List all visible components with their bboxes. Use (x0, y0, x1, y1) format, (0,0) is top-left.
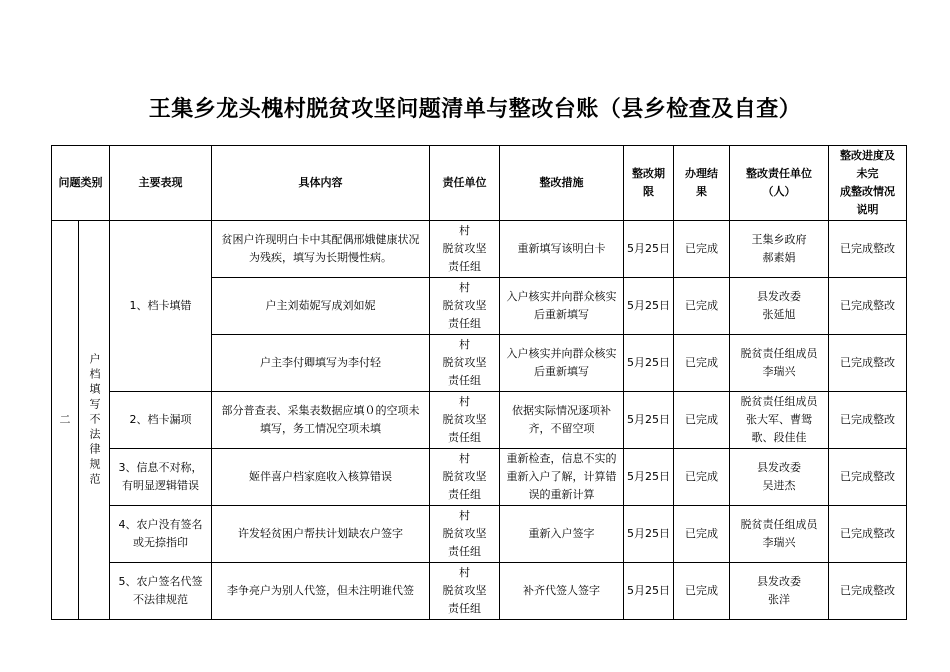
content-cell: 部分普查表、采集表数据应填０的空项未 填写，务工情况空项未填 (212, 392, 430, 449)
header-progress: 整改进度及 未完 成整改情况 说明 (829, 146, 907, 221)
responsible-unit-cell: 村 脱贫攻坚 责任组 (430, 449, 500, 506)
header-manifestation: 主要表现 (110, 146, 212, 221)
manifestation-cell: 2、档卡漏项 (110, 392, 212, 449)
content-cell: 贫困户许现明白卡中其配偶邢娥健康状况 为残疾，填写为长期慢性病。 (212, 221, 430, 278)
manifestation-cell: 5、农户签名代签 不法律规范 (110, 563, 212, 620)
header-content: 具体内容 (212, 146, 430, 221)
result-cell: 已完成 (674, 392, 730, 449)
measure-cell: 重新填写该明白卡 (500, 221, 624, 278)
result-cell: 已完成 (674, 506, 730, 563)
progress-cell: 已完成整改 (829, 449, 907, 506)
measure-cell: 入户核实并向群众核实 后重新填写 (500, 335, 624, 392)
deadline-cell: 5月25日 (624, 449, 674, 506)
progress-cell: 已完成整改 (829, 392, 907, 449)
owner-cell: 县发改委 张洋 (730, 563, 829, 620)
owner-cell: 县发改委 吴进杰 (730, 449, 829, 506)
responsible-unit-cell: 村 脱贫攻坚 责任组 (430, 392, 500, 449)
progress-cell: 已完成整改 (829, 335, 907, 392)
responsible-unit-cell: 村 脱贫攻坚 责任组 (430, 335, 500, 392)
measure-cell: 依据实际情况逐项补 齐，不留空项 (500, 392, 624, 449)
measure-cell: 重新检查，信息不实的 重新入户了解，计算错 误的重新计算 (500, 449, 624, 506)
result-cell: 已完成 (674, 563, 730, 620)
content-cell: 许发轻贫困户帮扶计划缺农户签字 (212, 506, 430, 563)
table-row (52, 449, 907, 506)
page-title: 王集乡龙头槐村脱贫攻坚问题清单与整改台账（县乡检查及自查） (148, 97, 802, 122)
result-cell: 已完成 (674, 221, 730, 278)
responsible-unit-cell: 村 脱贫攻坚 责任组 (430, 278, 500, 335)
manifestation-cell: 4、农户没有签名 或无捺指印 (110, 506, 212, 563)
content-cell: 户主李付卿填写为李付轻 (212, 335, 430, 392)
table-row (52, 221, 907, 278)
result-cell: 已完成 (674, 449, 730, 506)
header-deadline: 整改期 限 (624, 146, 674, 221)
table-row (52, 506, 907, 563)
header-category: 问题类别 (52, 146, 110, 221)
header-result: 办理结 果 (674, 146, 730, 221)
manifestation-cell: 1、档卡填错 (110, 221, 212, 392)
deadline-cell: 5月25日 (624, 221, 674, 278)
table-row (52, 392, 907, 449)
owner-cell: 王集乡政府 郝素娟 (730, 221, 829, 278)
measure-cell: 补齐代签人签字 (500, 563, 624, 620)
category-number: 二 (52, 221, 79, 620)
deadline-cell: 5月25日 (624, 335, 674, 392)
header-owner: 整改责任单位 （人） (730, 146, 829, 221)
progress-cell: 已完成整改 (829, 563, 907, 620)
header-measure: 整改措施 (500, 146, 624, 221)
owner-cell: 脱贫责任组成员 张大军、曹鸳 歌、段佳佳 (730, 392, 829, 449)
responsible-unit-cell: 村 脱贫攻坚 责任组 (430, 221, 500, 278)
progress-cell: 已完成整改 (829, 506, 907, 563)
header-row (52, 146, 907, 221)
header-responsible-unit: 责任单位 (430, 146, 500, 221)
table-row (52, 563, 907, 620)
responsible-unit-cell: 村 脱贫攻坚 责任组 (430, 506, 500, 563)
category-name: 户档填写不法律规范 (79, 221, 110, 620)
owner-cell: 脱贫责任组成员 李瑞兴 (730, 506, 829, 563)
responsible-unit-cell: 村 脱贫攻坚 责任组 (430, 563, 500, 620)
progress-cell: 已完成整改 (829, 221, 907, 278)
deadline-cell: 5月25日 (624, 278, 674, 335)
measure-cell: 入户核实并向群众核实 后重新填写 (500, 278, 624, 335)
manifestation-cell: 3、信息不对称， 有明显逻辑错误 (110, 449, 212, 506)
owner-cell: 县发改委 张延旭 (730, 278, 829, 335)
deadline-cell: 5月25日 (624, 563, 674, 620)
content-cell: 户主刘茹妮写成刘如妮 (212, 278, 430, 335)
result-cell: 已完成 (674, 278, 730, 335)
deadline-cell: 5月25日 (624, 506, 674, 563)
progress-cell: 已完成整改 (829, 278, 907, 335)
result-cell: 已完成 (674, 335, 730, 392)
measure-cell: 重新入户签字 (500, 506, 624, 563)
rectification-ledger-table (51, 145, 907, 620)
owner-cell: 脱贫责任组成员 李瑞兴 (730, 335, 829, 392)
content-cell: 姬伴喜户档家庭收入核算错误 (212, 449, 430, 506)
deadline-cell: 5月25日 (624, 392, 674, 449)
content-cell: 李争亮户为别人代签，但未注明谁代签 (212, 563, 430, 620)
